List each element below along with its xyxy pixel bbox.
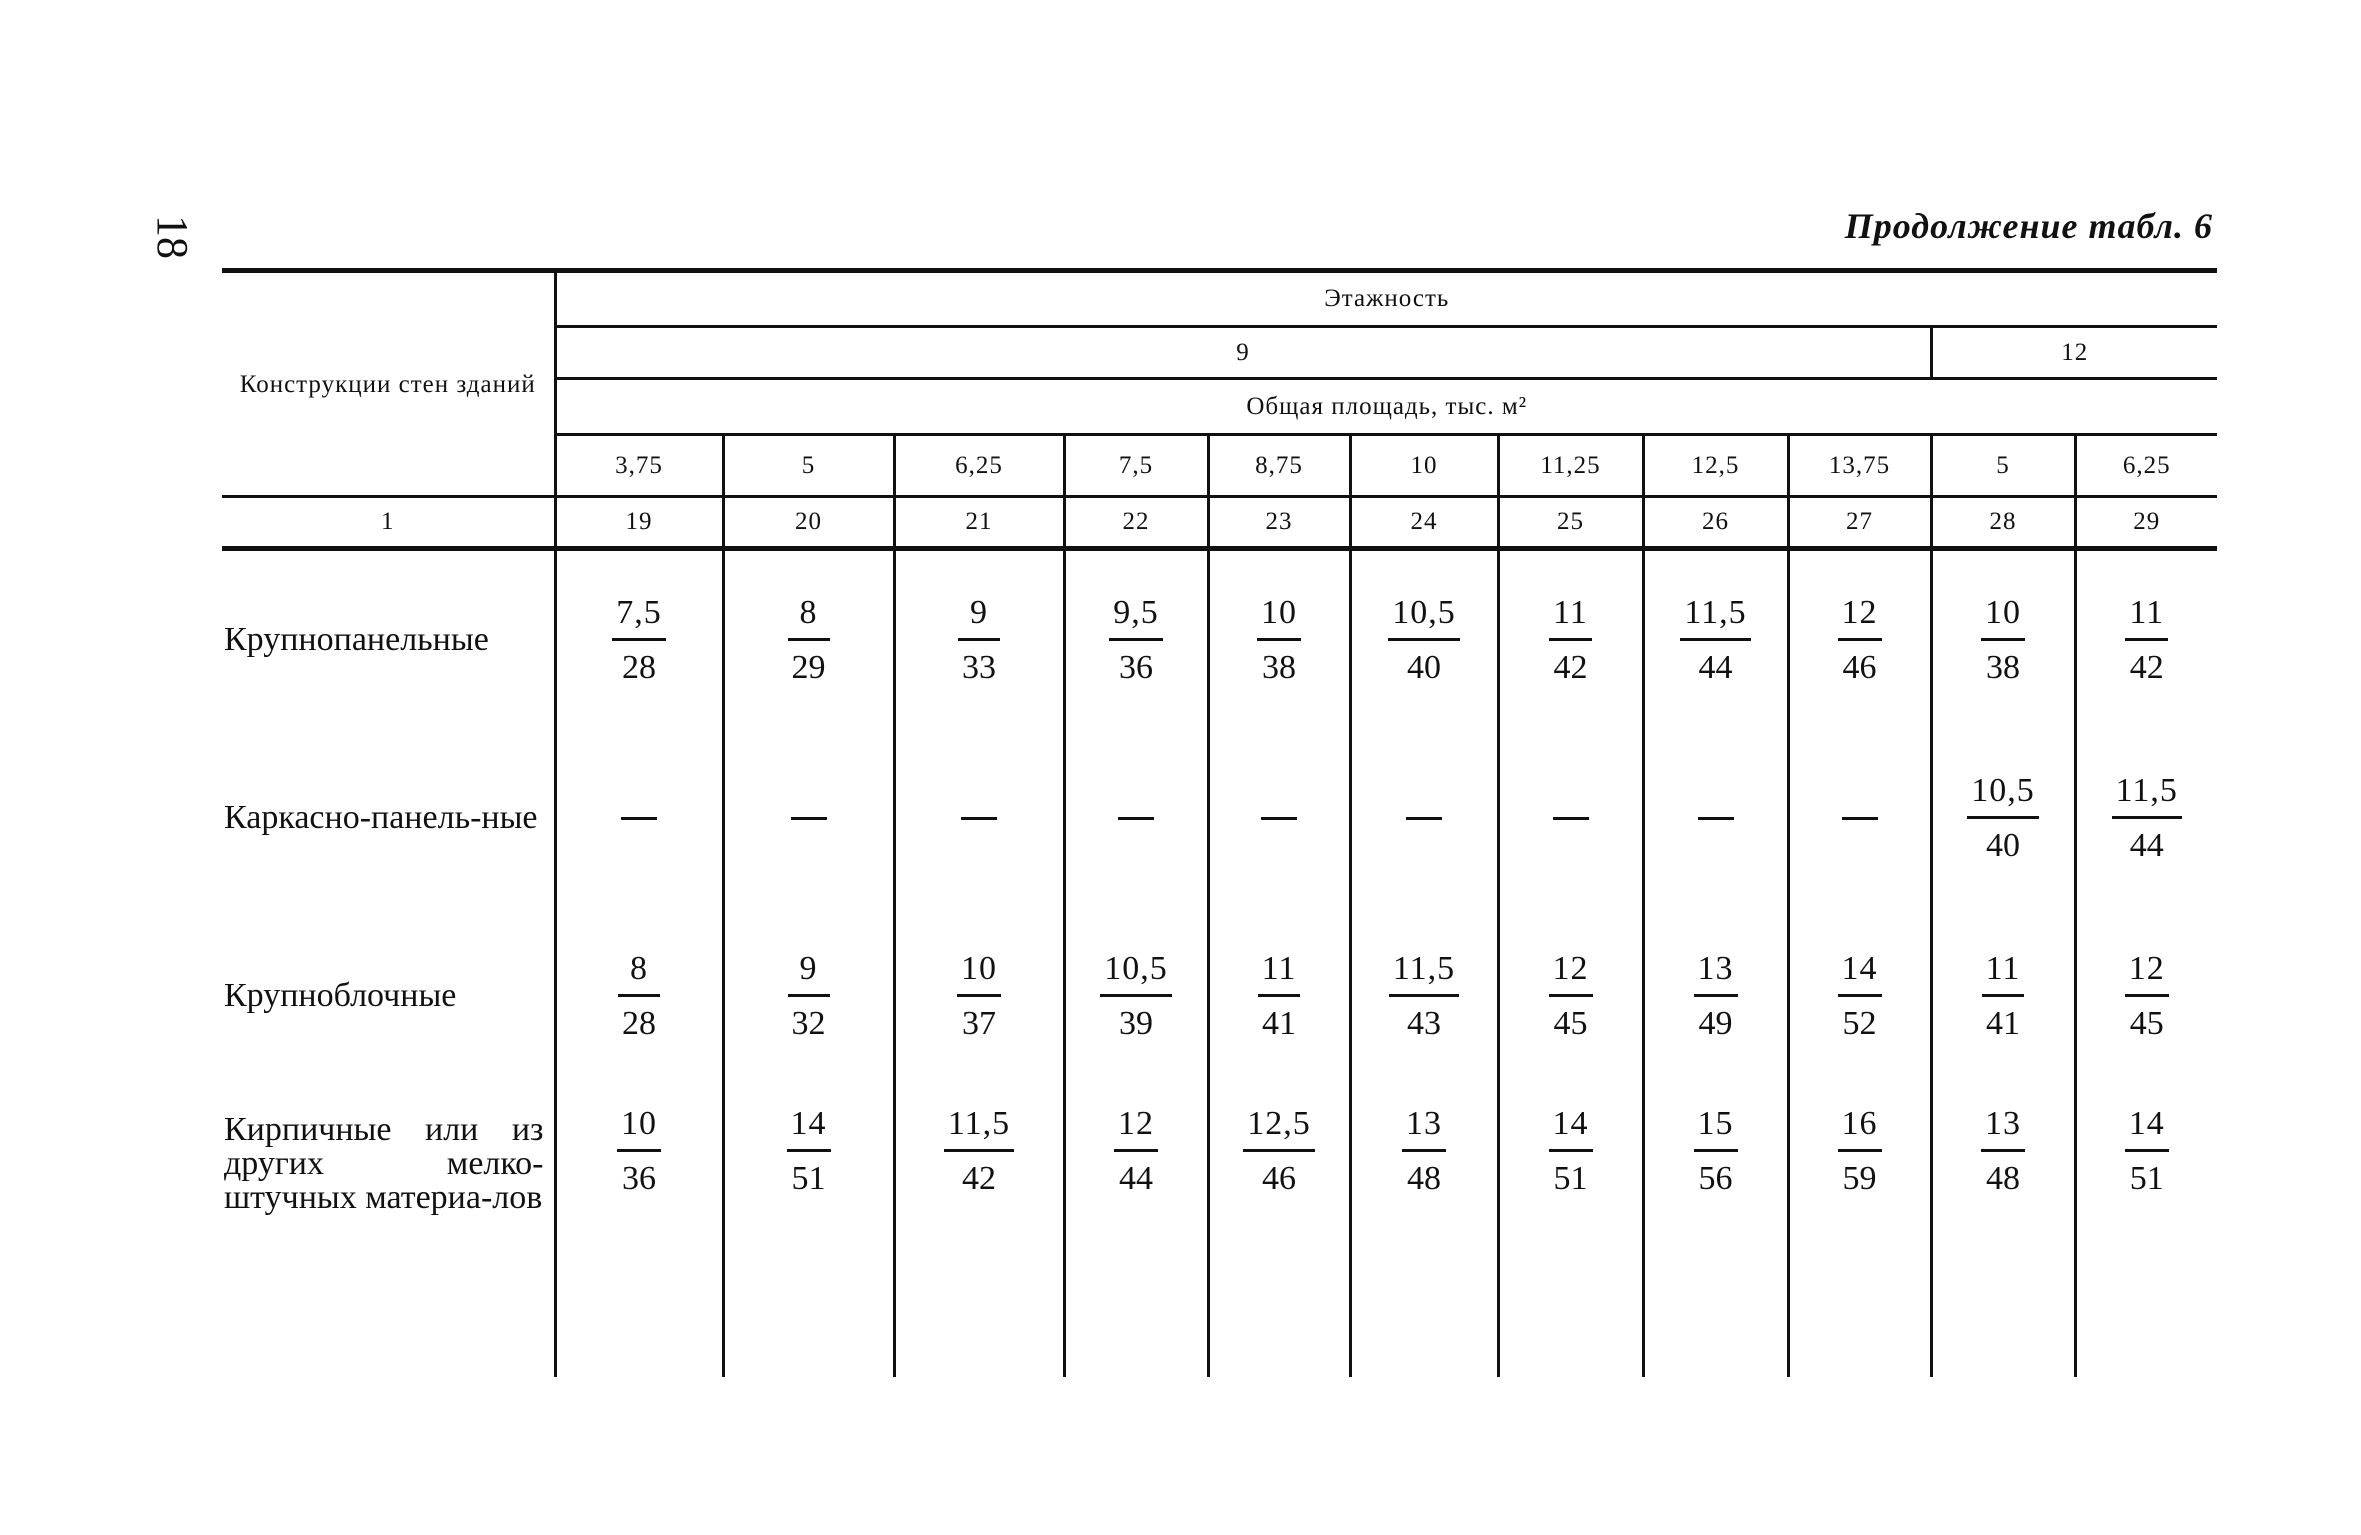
fraction [1389, 949, 1459, 1042]
fraction [1981, 593, 2025, 686]
fraction-denominator: 39 [1119, 1004, 1153, 1042]
fraction-denominator: 46 [1842, 648, 1877, 686]
fraction-denominator: 45 [1553, 1004, 1588, 1042]
fraction-denominator: 45 [2129, 1004, 2164, 1042]
table-row [222, 1085, 2217, 1377]
fraction [1838, 949, 1882, 1042]
fraction-denominator: 52 [1842, 1004, 1877, 1042]
column-number-cell: 23 [1208, 497, 1350, 549]
area-value-cell: 5 [723, 435, 894, 497]
fraction-denominator: 48 [1407, 1160, 1441, 1197]
continuation-title: Продолжение табл. 6 [1844, 206, 2213, 246]
data-table [222, 268, 2217, 1377]
fraction [1100, 949, 1172, 1042]
empty-dash [1842, 817, 1878, 820]
table-cell [1350, 549, 1498, 730]
fraction-numerator: 11,5 [944, 1107, 1014, 1152]
area-value-cell: 6,25 [2075, 435, 2217, 497]
fraction-numerator: 7,5 [612, 596, 666, 641]
fraction-numerator: 10 [957, 952, 1001, 997]
fraction-numerator: 9,5 [1109, 596, 1163, 641]
table-cell [1208, 729, 1350, 907]
table-cell [723, 1085, 894, 1377]
fraction [1981, 1107, 2025, 1196]
area-value-cell: 10 [1350, 435, 1498, 497]
fraction-numerator: 11,5 [1680, 596, 1750, 641]
fraction [1388, 593, 1460, 686]
table-body [222, 549, 2217, 1378]
fraction-numerator: 14 [1549, 1107, 1593, 1152]
fraction-denominator: 42 [2129, 648, 2164, 686]
table-cell [894, 1085, 1064, 1377]
fraction-numerator: 9 [788, 952, 830, 997]
fraction [1258, 949, 1301, 1042]
table-cell [1788, 907, 1931, 1085]
column-number-cell: 24 [1350, 497, 1498, 549]
fraction-numerator: 10,5 [1967, 774, 2039, 819]
fraction-denominator: 51 [2129, 1160, 2164, 1197]
table-cell [1788, 729, 1931, 907]
area-value-cell: 11,25 [1498, 435, 1643, 497]
fraction-denominator: 44 [1119, 1160, 1153, 1197]
fraction [2125, 593, 2168, 686]
fraction-numerator: 10 [1981, 596, 2025, 641]
fraction-numerator: 9 [958, 596, 1000, 641]
storeys-header: Этажность [555, 271, 2217, 327]
fraction-numerator: 14 [2125, 1107, 2169, 1152]
table-header [222, 271, 2217, 549]
row-label: Крупноблочные [224, 977, 457, 1014]
table-cell [1208, 1085, 1350, 1377]
fraction [787, 1107, 831, 1196]
fraction-denominator: 56 [1698, 1160, 1733, 1197]
fraction [617, 1107, 661, 1196]
column-number-cell: 25 [1498, 497, 1643, 549]
fraction-denominator: 46 [1262, 1160, 1296, 1197]
table-cell [1643, 729, 1788, 907]
stub-header: Конструкции стен зданий [222, 271, 555, 497]
area-value-cell: 3,75 [555, 435, 723, 497]
fraction-denominator: 44 [2129, 826, 2164, 864]
fraction [1109, 593, 1163, 686]
fraction-denominator: 59 [1842, 1160, 1877, 1197]
table-cell [1208, 549, 1350, 730]
fraction-denominator: 38 [1262, 648, 1296, 686]
fraction-denominator: 36 [1119, 648, 1153, 686]
fraction [1838, 593, 1882, 686]
column-number-cell: 22 [1064, 497, 1208, 549]
fraction [612, 593, 666, 686]
table-cell [894, 907, 1064, 1085]
fraction [957, 949, 1001, 1042]
table-cell [1498, 549, 1643, 730]
table-cell [2075, 729, 2217, 907]
fraction-numerator: 11 [1982, 952, 2025, 997]
table-cell [1931, 907, 2075, 1085]
table-cell [1350, 1085, 1498, 1377]
area-value-cell: 13,75 [1788, 435, 1931, 497]
table-row [222, 729, 2217, 907]
empty-dash [621, 817, 657, 820]
column-number-cell: 20 [723, 497, 894, 549]
fraction-numerator: 8 [618, 952, 660, 997]
fraction-numerator: 12 [2125, 952, 2169, 997]
fraction-denominator: 40 [1986, 826, 2020, 864]
page-number: 18 [148, 215, 197, 259]
fraction [1982, 949, 2025, 1042]
fraction-denominator: 51 [791, 1160, 826, 1197]
fraction-denominator: 37 [962, 1004, 996, 1042]
fraction-denominator: 41 [1262, 1004, 1296, 1042]
fraction-numerator: 10,5 [1100, 952, 1172, 997]
table-cell [723, 907, 894, 1085]
table-cell [1064, 549, 1208, 730]
fraction-numerator: 14 [1838, 952, 1882, 997]
fraction [1967, 771, 2039, 864]
table-cell [894, 549, 1064, 730]
fraction [958, 593, 1000, 686]
empty-dash [1406, 817, 1442, 820]
fraction-denominator: 42 [962, 1160, 996, 1197]
fraction-numerator: 13 [1402, 1107, 1446, 1152]
row-label: Крупнопанельные [224, 621, 489, 658]
area-value-cell: 8,75 [1208, 435, 1350, 497]
fraction-numerator: 11,5 [1389, 952, 1459, 997]
fraction-denominator: 51 [1553, 1160, 1588, 1197]
empty-dash [1553, 817, 1589, 820]
fraction [1402, 1107, 1446, 1196]
table-cell [1788, 549, 1931, 730]
column-number-cell: 28 [1931, 497, 2075, 549]
fraction-numerator: 12,5 [1243, 1107, 1315, 1152]
fraction [2125, 949, 2169, 1042]
table-cell [555, 549, 723, 730]
column-numbers-row [222, 497, 2217, 549]
fraction-denominator: 36 [622, 1160, 656, 1197]
fraction [1243, 1107, 1315, 1196]
storey-group-cell: 9 [555, 327, 1931, 379]
table-row [222, 907, 2217, 1085]
table-cell [894, 729, 1064, 907]
table-cell [723, 729, 894, 907]
table-cell [2075, 907, 2217, 1085]
fraction-denominator: 41 [1986, 1004, 2020, 1042]
table-cell [1498, 907, 1643, 1085]
table-cell [1350, 729, 1498, 907]
area-value-cell: 7,5 [1064, 435, 1208, 497]
column-number-cell: 21 [894, 497, 1064, 549]
table-cell [1931, 549, 2075, 730]
fraction-denominator: 49 [1698, 1004, 1733, 1042]
data-table-container [222, 268, 2217, 1377]
area-value-cell: 6,25 [894, 435, 1064, 497]
fraction-denominator: 32 [791, 1004, 826, 1042]
table-cell [2075, 549, 2217, 730]
fraction-numerator: 13 [1694, 952, 1738, 997]
table-cell [1931, 729, 2075, 907]
fraction-numerator: 13 [1981, 1107, 2025, 1152]
fraction-numerator: 10,5 [1388, 596, 1460, 641]
table-cell [1350, 907, 1498, 1085]
fraction-denominator: 33 [962, 648, 996, 686]
storey-group-cell: 12 [1931, 327, 2217, 379]
column-number-cell: 26 [1643, 497, 1788, 549]
fraction-denominator: 28 [622, 648, 656, 686]
table-cell [555, 729, 723, 907]
fraction [618, 949, 660, 1042]
table-cell [1064, 729, 1208, 907]
fraction [1694, 1107, 1738, 1196]
table-row [222, 549, 2217, 730]
table-cell [2075, 1085, 2217, 1377]
fraction-denominator: 43 [1407, 1004, 1441, 1042]
table-cell [1643, 907, 1788, 1085]
fraction-numerator: 15 [1694, 1107, 1738, 1152]
empty-dash [791, 817, 827, 820]
fraction-numerator: 11 [1549, 596, 1592, 641]
table-cell [1643, 1085, 1788, 1377]
stub-column-number: 1 [222, 497, 555, 549]
fraction-denominator: 28 [622, 1004, 656, 1042]
table-cell [1208, 907, 1350, 1085]
fraction-numerator: 16 [1838, 1107, 1882, 1152]
table-cell [1498, 1085, 1643, 1377]
fraction [1680, 593, 1750, 686]
fraction [1114, 1107, 1158, 1196]
fraction-numerator: 14 [787, 1107, 831, 1152]
fraction-denominator: 29 [791, 648, 826, 686]
fraction [1549, 593, 1592, 686]
fraction-numerator: 10 [617, 1107, 661, 1152]
area-value-cell: 5 [1931, 435, 2075, 497]
fraction-denominator: 40 [1407, 648, 1441, 686]
row-label: Кирпичные или из других мелко-штучных материа-лов [224, 1111, 544, 1216]
fraction [1694, 949, 1738, 1042]
fraction [944, 1107, 1014, 1196]
fraction [2112, 771, 2182, 864]
area-header: Общая площадь, тыс. м² [555, 379, 2217, 435]
fraction-denominator: 48 [1986, 1160, 2020, 1197]
table-cell [1498, 729, 1643, 907]
table-cell [555, 907, 723, 1085]
fraction [788, 949, 830, 1042]
area-value-cell: 12,5 [1643, 435, 1788, 497]
table-cell [1064, 907, 1208, 1085]
fraction-denominator: 44 [1698, 648, 1733, 686]
fraction-numerator: 11 [2125, 596, 2168, 641]
empty-dash [1118, 817, 1154, 820]
fraction [2125, 1107, 2169, 1196]
fraction-numerator: 8 [788, 596, 830, 641]
fraction-denominator: 42 [1553, 648, 1588, 686]
fraction-numerator: 12 [1549, 952, 1593, 997]
column-number-cell: 27 [1788, 497, 1931, 549]
empty-dash [1261, 817, 1297, 820]
table-cell [1643, 549, 1788, 730]
empty-dash [961, 817, 997, 820]
column-number-cell: 19 [555, 497, 723, 549]
fraction [1838, 1107, 1882, 1196]
table-cell [1931, 1085, 2075, 1377]
fraction [1549, 1107, 1593, 1196]
fraction [1257, 593, 1301, 686]
fraction-numerator: 11 [1258, 952, 1301, 997]
fraction-numerator: 12 [1114, 1107, 1158, 1152]
empty-dash [1698, 817, 1734, 820]
fraction [1549, 949, 1593, 1042]
fraction-numerator: 10 [1257, 596, 1301, 641]
fraction-numerator: 12 [1838, 596, 1882, 641]
table-cell [723, 549, 894, 730]
table-cell [555, 1085, 723, 1377]
table-cell [1788, 1085, 1931, 1377]
column-number-cell: 29 [2075, 497, 2217, 549]
row-label: Каркасно-панель-ные [224, 799, 538, 836]
table-cell [1064, 1085, 1208, 1377]
fraction-denominator: 38 [1986, 648, 2020, 686]
fraction [788, 593, 830, 686]
fraction-numerator: 11,5 [2112, 774, 2182, 819]
